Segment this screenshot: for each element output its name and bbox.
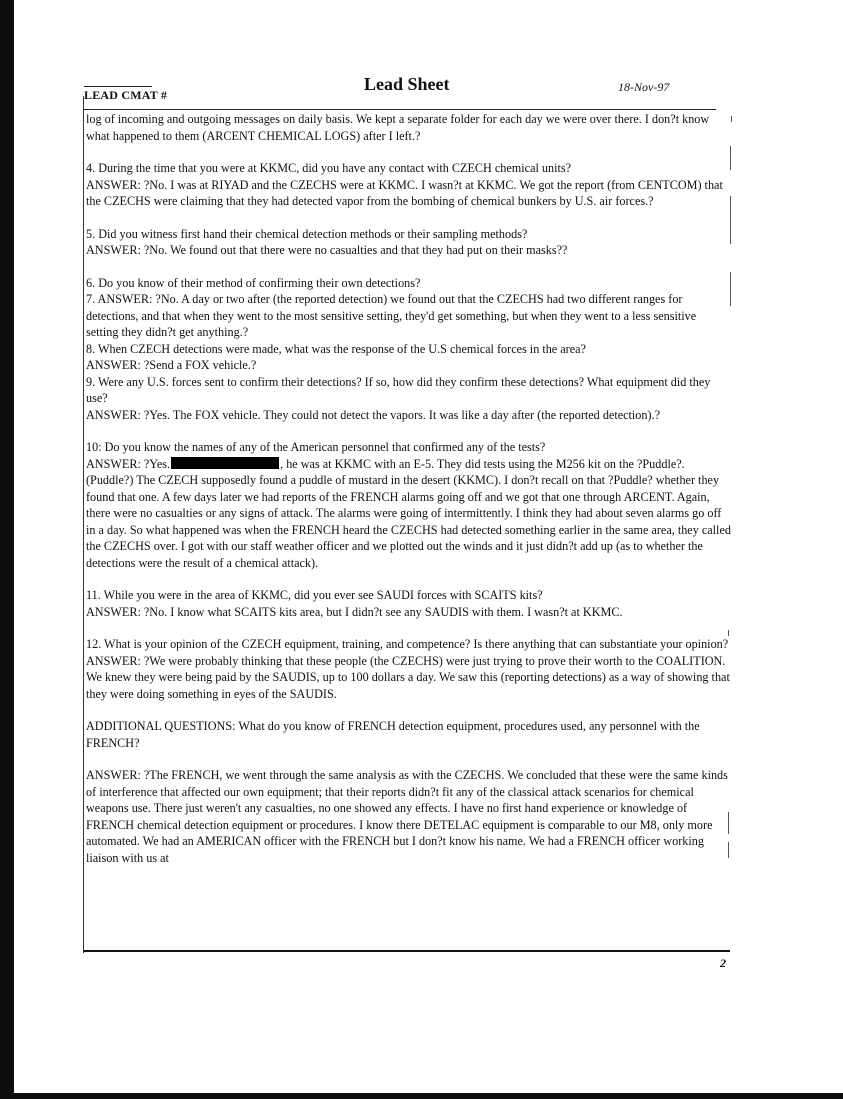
lead-cmat-label: LEAD CMAT #	[84, 88, 168, 102]
answer-8: ANSWER: ?Send a FOX vehicle.?	[86, 358, 257, 372]
question-8: 8. When CZECH detections were made, what was the response of the U.S chemical forces in the area?	[86, 341, 586, 356]
frame-top-rule	[84, 109, 716, 110]
scan-edge-left	[0, 0, 14, 1099]
answer-10	[86, 456, 731, 572]
additional-answer: ANSWER: ?The FRENCH, we went through the same analysis as with the CZECHS. We concluded that these were the same kinds of interference that affected our own equipment; that their reports didn?t fit any of the classical attack scenarios for chemical weapons use. There just weren't any casualties, no one showed any effects. I have no first hand experience or knowledge of FRENCH chemical detection equipment or procedures. I know there DETELAC equipment is comparable to our M8, only more automated. We had an AMERICAN officer with the FRENCH but I don?t know his name. We had a FRENCH officer working liaison with us at	[86, 768, 728, 865]
question-5: 5. Did you witness first hand their chemical detection methods or their sampling methods?	[86, 226, 528, 241]
document-date: 18-Nov-97	[618, 80, 670, 94]
answer-12: ANSWER: ?We were probably thinking that these people (the CZECHS) were just trying to prove their worth to the COALITION. We knew they were being paid by the SAUDIS, up to 100 dollars a day. We saw this (reporting detections) as a way of showing that they were doing something in eyes of the SAUDIS.	[86, 653, 730, 701]
answer-10-start: ANSWER: ?Yes.	[86, 456, 171, 471]
paragraph-continuation: log of incoming and outgoing messages on daily basis. We kept a separate folder for each day we were over there. I don?t know what happened to them (ARCENT CHEMICAL LOGS) after I left.?	[86, 112, 710, 143]
frame-left-rule	[83, 96, 84, 953]
header-label-rule	[84, 86, 152, 87]
answer-9: ANSWER: ?Yes. The FOX vehicle. They could not detect the vapors. It was like a day after (the reported detection).?	[86, 407, 660, 422]
answer-11: ANSWER: ?No. I know what SCAITS kits area, but I didn?t see any SAUDIS with them. I wasn?t at KKMC.	[86, 604, 623, 619]
answer-4: ANSWER: ?No. I was at RIYAD and the CZECHS were at KKMC. I wasn?t at KKMC. We got the report (from CENTCOM) that the CZECHS were claiming that they had detected vapor from the bombing of chemical bunkers by U.S. air forces.?	[86, 177, 723, 208]
page-number: 2	[720, 956, 726, 970]
additional-questions: ADDITIONAL QUESTIONS: What do you know of FRENCH detection equipment, procedures used, any personnel with the FRENCH?	[86, 719, 700, 750]
redaction-block	[171, 457, 279, 469]
document-body	[86, 111, 731, 866]
scan-edge-bottom	[0, 1093, 843, 1099]
answer-10-rest: , he was at KKMC with an E-5. They did tests using the M256 kit on the ?Puddle?. (Puddle?) The CZECH supposedly found a puddle of mustard in the desert (KKMC). I don?t recall on that ?Puddle? whether they found that one. A few days later we had reports of the FRENCH alarms going off and we got that one through ARCENT. Again, there were no casualties or any signs of attack. The alarms were going of intermittently. I think they had about seven alarms go off in a day. So what happened was when the FRENCH heard the CZECHS had detected something earlier in the same area, they called the CZECHS over. I got with our staff weather officer and we plotted out the winds and it just didn?t add up (as to whether the detections were the result of a chemical attack).	[86, 456, 731, 570]
question-11: 11. While you were in the area of KKMC, did you ever see SAUDI forces with SCAITS kits?	[86, 588, 543, 602]
answer-5: ANSWER: ?No. We found out that there were no casualties and that they had put on their masks??	[86, 243, 568, 257]
question-10: 10: Do you know the names of any of the American personnel that confirmed any of the tests?	[86, 440, 546, 454]
frame-bottom-rule	[84, 950, 730, 952]
question-9: 9. Were any U.S. forces sent to confirm their detections? If so, how did they confirm these detections? What equipment did they use?	[86, 374, 711, 405]
question-12: 12. What is your opinion of the CZECH equipment, training, and competence? Is there anything that can substantiate your opinion?	[86, 637, 729, 651]
scan-mark	[731, 116, 732, 122]
question-6: 6. Do you know of their method of confirming their own detections?	[86, 275, 421, 290]
page-title: Lead Sheet	[364, 74, 450, 94]
answer-7: 7. ANSWER: ?No. A day or two after (the reported detection) we found out that the CZECHS had two different ranges for detections, and that when they went to the most sensitive setting, they'd get something, but when they went to a less sensitive setting they didn?t get anything.?	[86, 292, 697, 339]
question-4: 4. During the time that you were at KKMC, did you have any contact with CZECH chemical units?	[86, 161, 572, 175]
